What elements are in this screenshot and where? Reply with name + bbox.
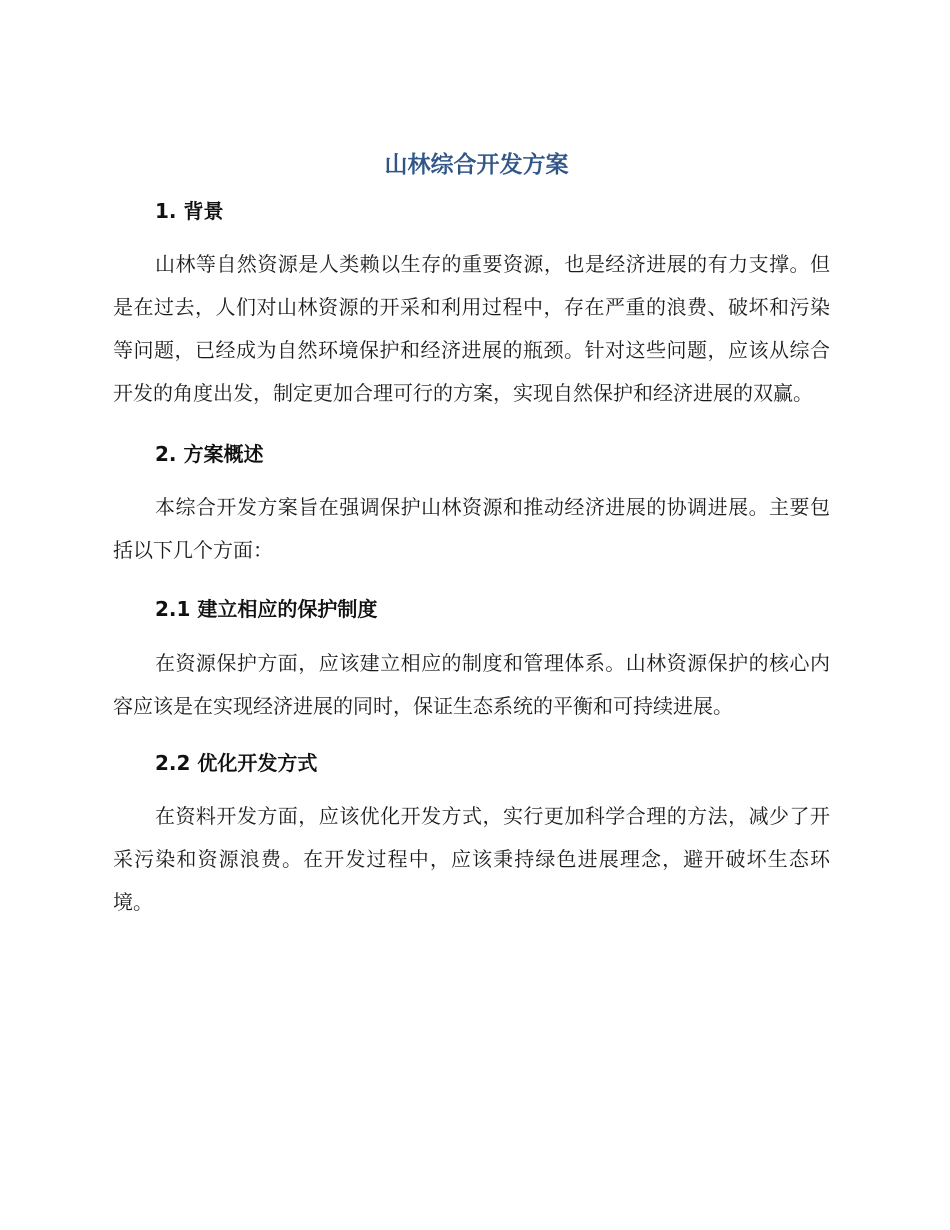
section-paragraph-overview: 本综合开发方案旨在强调保护山林资源和推动经济进展的协调进展。主要包括以下几个方面：	[113, 495, 830, 562]
section-paragraph-protection-system: 在资源保护方面，应该建立相应的制度和管理体系。山林资源保护的核心内容应该是在实现经济进展的同时，保证生态系统的平衡和可持续进展。	[113, 651, 830, 718]
section-paragraph-background: 山林等自然资源是人类赖以生存的重要资源，也是经济进展的有力支撑。但是在过去，人们对山林资源的开采和利用过程中，存在严重的浪费、破坏和污染等问题，已经成为自然环境保护和经济进展的瓶颈。针对这些问题，应该从综合开发的角度出发，制定更加合理可行的方案，实现自然保护和经济进展的双赢。	[113, 252, 830, 405]
section-paragraph-optimize-development: 在资料开发方面，应该优化开发方式，实行更加科学合理的方法，减少了开采污染和资源浪费。在开发过程中，应该秉持绿色进展理念，避开破坏生态环境。	[113, 804, 830, 914]
section-heading-optimize-development: 2.2 优化开发方式	[155, 751, 318, 775]
section-heading-background: 1. 背景	[155, 199, 224, 223]
document-title: 山林综合开发方案	[384, 152, 569, 178]
section-heading-protection-system: 2.1 建立相应的保护制度	[155, 597, 378, 621]
section-heading-overview: 2. 方案概述	[155, 442, 264, 466]
